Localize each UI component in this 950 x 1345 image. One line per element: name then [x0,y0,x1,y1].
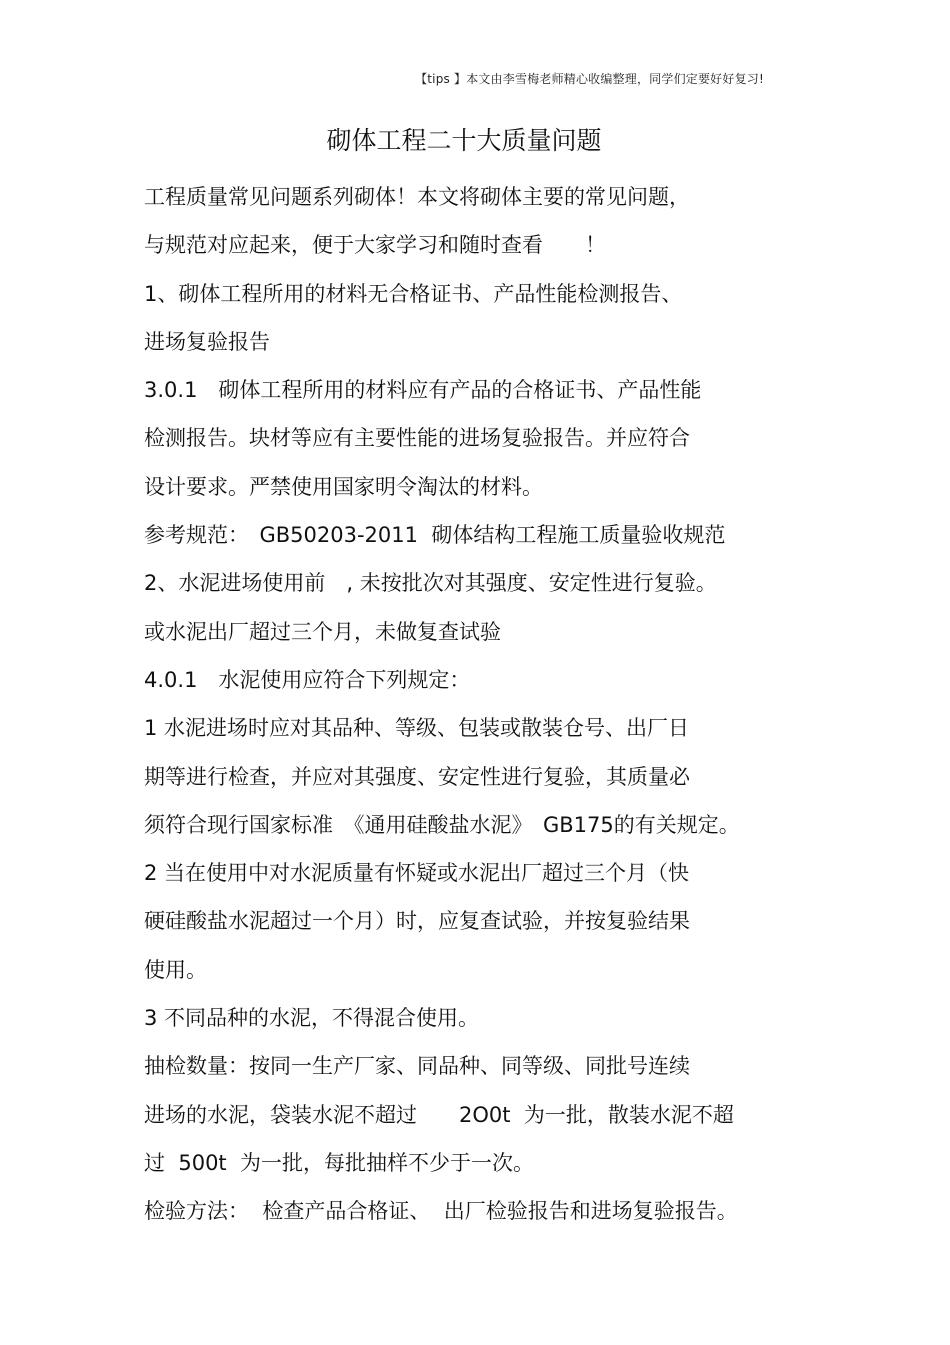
document-body [144,180,844,1243]
paragraph-line: 抽检数量：按同一生产厂家、同品种、同等级、同批号连续 [144,1054,690,1079]
paragraph-line: 硬硅酸盐水泥超过一个月）时，应复查试验，并按复验结果 [144,909,690,934]
paragraph-line: 与规范对应起来，便于大家学习和随时查看 ！ [144,233,606,258]
header-tip: 【tips 】本文由李雪梅老师精心收编整理，同学们定要好好复习! [415,72,764,86]
paragraph-line: 1、砌体工程所用的材料无合格证书、产品性能检测报告、 [144,281,683,306]
paragraph-line: 3 不同品种的水泥，不得混合使用。 [144,1006,480,1031]
paragraph-line: 2 当在使用中对水泥质量有怀疑或水泥出厂超过三个月（快 [144,861,690,886]
paragraph-line: 进场复验报告 [144,329,270,354]
paragraph-line: 期等进行检查，并应对其强度、安定性进行复验，其质量必 [144,764,690,789]
paragraph-line: 检验方法： 检查产品合格证、 出厂检验报告和进场复验报告。 [144,1199,738,1224]
paragraph-line: 须符合现行国家标准 《通用硅酸盐水泥》 GB175的有关规定。 [144,812,740,837]
paragraph-line: 过 500t 为一批，每批抽样不少于一次。 [144,1150,535,1175]
paragraph-line: 使用。 [144,957,207,982]
document-title: 砌体工程二十大质量问题 [326,126,602,155]
paragraph-line: 2、水泥进场使用前 , 未按批次对其强度、安定性进行复验。 [144,571,717,596]
paragraph-line: 进场的水泥，袋装水泥不超过 2O0t 为一批，散装水泥不超 [144,1102,734,1127]
paragraph-line: 参考规范： GB50203-2011 砌体结构工程施工质量验收规范 [144,523,726,548]
paragraph-line: 工程质量常见问题系列砌体！本文将砌体主要的常见问题， [144,185,690,209]
paragraph-line: 1 水泥进场时应对其品种、等级、包装或散装仓号、出厂日 [144,716,690,741]
paragraph-line: 检测报告。块材等应有主要性能的进场复验报告。并应符合 [144,426,690,451]
paragraph-line: 4.0.1 水泥使用应符合下列规定： [144,667,471,692]
paragraph-line: 3.0.1 砌体工程所用的材料应有产品的合格证书、产品性能 [144,378,702,403]
paragraph-line: 设计要求。严禁使用国家明令淘汰的材料。 [144,474,543,499]
paragraph-line: 或水泥出厂超过三个月，未做复查试验 [144,619,501,644]
